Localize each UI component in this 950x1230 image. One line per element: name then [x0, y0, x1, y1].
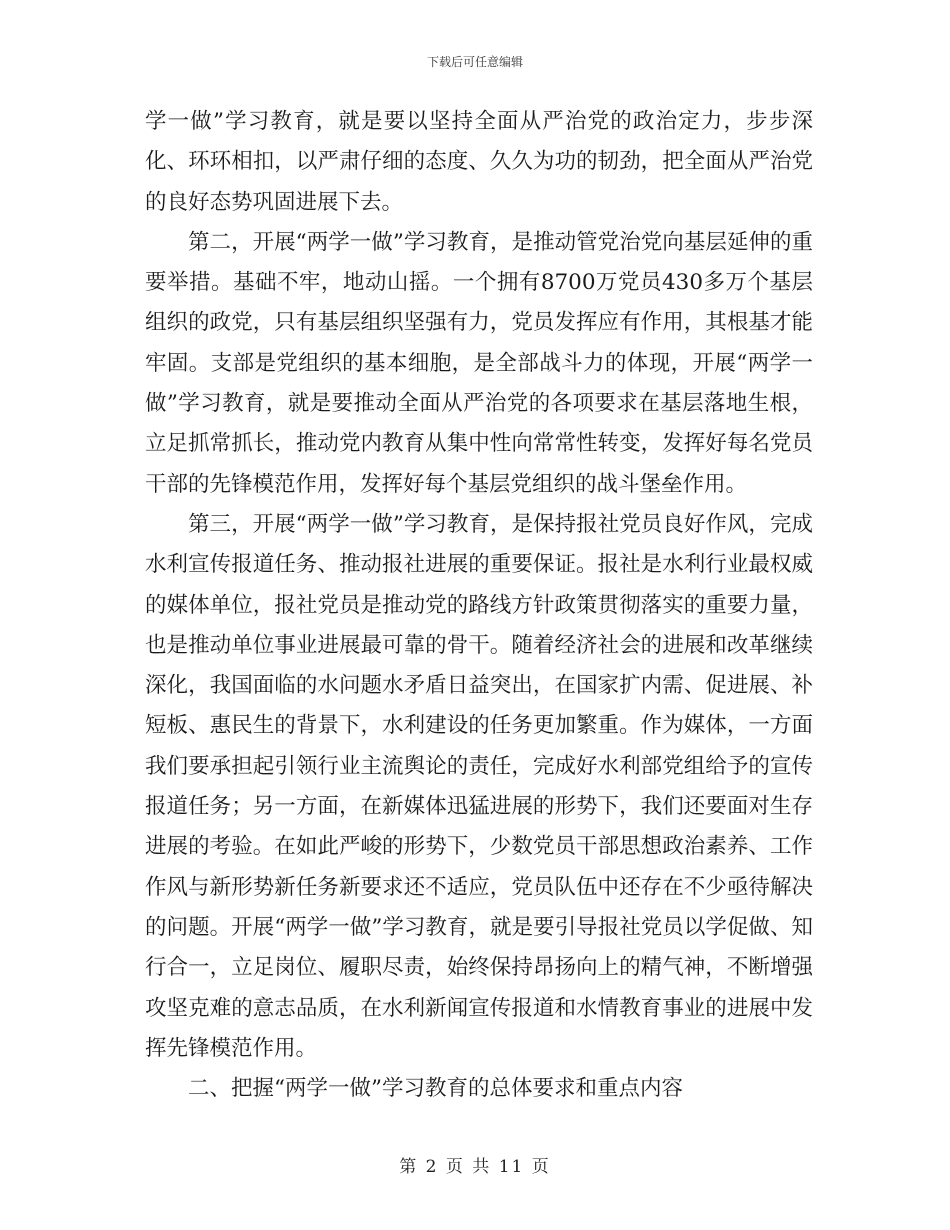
paragraph-second-point: 第二，开展“两学一做”学习教育，是推动管党治党向基层延伸的重要举措。基础不牢，地动山摇。一个拥有8700万党员430多万个基层组织的政党，只有基层组织坚强有力，党员发挥应有作用，其根基才能牢固。支部是党组织的基本细胞，是全部战斗力的体现，开展“两学一做”学习教育，就是要推动全面从严治党的各项要求在基层落地生根，立足抓常抓长，推动党内教育从集中性向常常性转变，发挥好每名党员干部的先锋模范作用，发挥好每个基层党组织的战斗堡垒作用。: [145, 229, 813, 497]
document-body: [145, 102, 813, 1109]
page-header: 下载后可任意编辑: [426, 55, 523, 69]
footer-total-pages: 11: [498, 1157, 525, 1177]
paragraph-continuation: 学一做”学习教育，就是要以坚持全面从严治党的政治定力，步步深化、环环相扣，以严肃仔细的态度、久久为功的韧劲，把全面从严治党的良好态势巩固进展下去。: [145, 109, 813, 215]
footer-middle: 页 共: [445, 1157, 492, 1177]
paragraph-third-point: 第三，开展“两学一做”学习教育，是保持报社党员良好作风，完成水利宣传报道任务、推动报社进展的重要保证。报社是水利行业最权威的媒体单位，报社党员是推动党的路线方针政策贯彻落实的重要力量，也是推动单位事业进展最可靠的骨干。随着经济社会的进展和改革继续深化，我国面临的水问题水矛盾日益突出，在国家扩内需、促进展、补短板、惠民生的背景下，水利建设的任务更加繁重。作为媒体，一方面我们要承担起引领行业主流舆论的责任，完成好水利部党组给予的宣传报道任务；另一方面，在新媒体迅猛进展的形势下，我们还要面对生存进展的考验。在如此严峻的形势下，少数党员干部思想政治素养、工作作风与新形势新任务新要求还不适应，党员队伍中还存在不少亟待解决的问题。开展“两学一做”学习教育，就是要引导报社党员以学促做、知行合一，立足岗位、履职尽责，始终保持昂扬向上的精气神，不断增强攻坚克难的意志品质，在水利新闻宣传报道和水情教育事业的进展中发挥先锋模范作用。: [145, 511, 813, 1061]
section-heading: 二、把握“两学一做”学习教育的总体要求和重点内容: [188, 1076, 683, 1102]
footer-current-page: 2: [425, 1157, 439, 1177]
footer-prefix: 第: [399, 1157, 419, 1177]
footer-suffix: 页: [531, 1157, 551, 1177]
page-footer: [0, 1152, 950, 1177]
